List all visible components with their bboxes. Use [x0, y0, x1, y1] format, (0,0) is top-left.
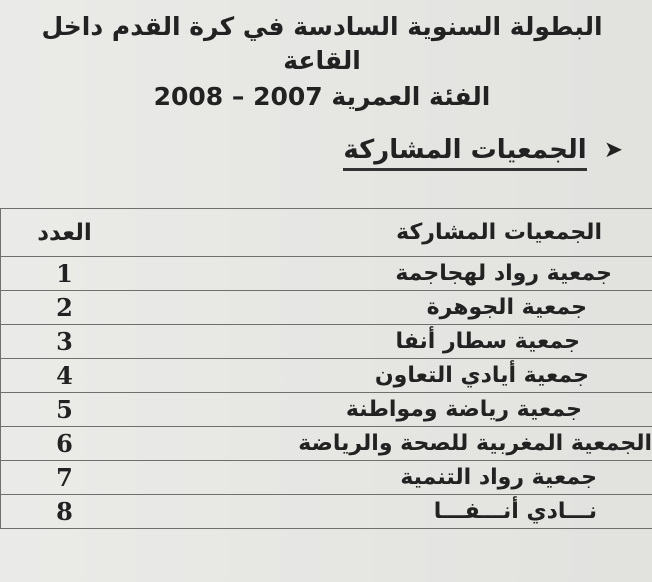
table-row — [1, 427, 652, 461]
association-name: جمعية الجوهرة — [426, 295, 587, 320]
association-name-cell — [128, 257, 652, 291]
row-number-cell: 6 — [1, 427, 129, 461]
table-header-row — [1, 209, 652, 257]
row-number-cell: 4 — [1, 359, 129, 393]
table-row — [1, 291, 652, 325]
participating-associations-table — [0, 208, 652, 529]
association-name: الجمعية المغربية للصحة والرياضة — [298, 431, 652, 456]
table-header — [1, 209, 652, 257]
table-row — [1, 393, 652, 427]
association-name-cell — [128, 427, 652, 461]
table-row — [1, 257, 652, 291]
row-number-cell: 1 — [1, 257, 129, 291]
section-heading-text: الجمعيات المشاركة — [343, 135, 586, 171]
table-row — [1, 461, 652, 495]
association-name-cell — [128, 291, 652, 325]
title-line-main: البطولة السنوية السادسة في كرة القدم داخل القاعة — [41, 12, 603, 75]
associations-column-header — [128, 209, 652, 257]
association-name-cell — [128, 359, 652, 393]
associations-column-header-text: الجمعيات المشاركة — [396, 220, 602, 245]
row-number-cell: 3 — [1, 325, 129, 359]
row-number-cell: 7 — [1, 461, 129, 495]
section-heading — [343, 135, 623, 165]
table-row — [1, 495, 652, 529]
association-name: نـــادي أنـــفـــا — [433, 499, 597, 524]
association-name: جمعية سطار أنفا — [395, 329, 580, 354]
number-column-header: العدد — [1, 209, 129, 257]
table-row — [1, 325, 652, 359]
row-number-cell: 8 — [1, 495, 129, 529]
row-number-cell: 5 — [1, 393, 129, 427]
table-body — [1, 257, 652, 529]
association-name: جمعية رواد التنمية — [400, 465, 597, 490]
association-name-cell — [128, 495, 652, 529]
document-title — [22, 10, 622, 113]
association-name: جمعية أيادي التعاون — [374, 363, 589, 388]
table-row — [1, 359, 652, 393]
association-name-cell — [128, 325, 652, 359]
title-line-age-category: الفئة العمرية 2007 – 2008 — [153, 81, 491, 111]
association-name: جمعية رواد لهجاجمة — [395, 261, 612, 286]
association-name-cell — [128, 393, 652, 427]
arrow-left-icon: ➤ — [603, 137, 623, 163]
association-name-cell — [128, 461, 652, 495]
association-name: جمعية رياضة ومواطنة — [345, 397, 582, 422]
row-number-cell: 2 — [1, 291, 129, 325]
